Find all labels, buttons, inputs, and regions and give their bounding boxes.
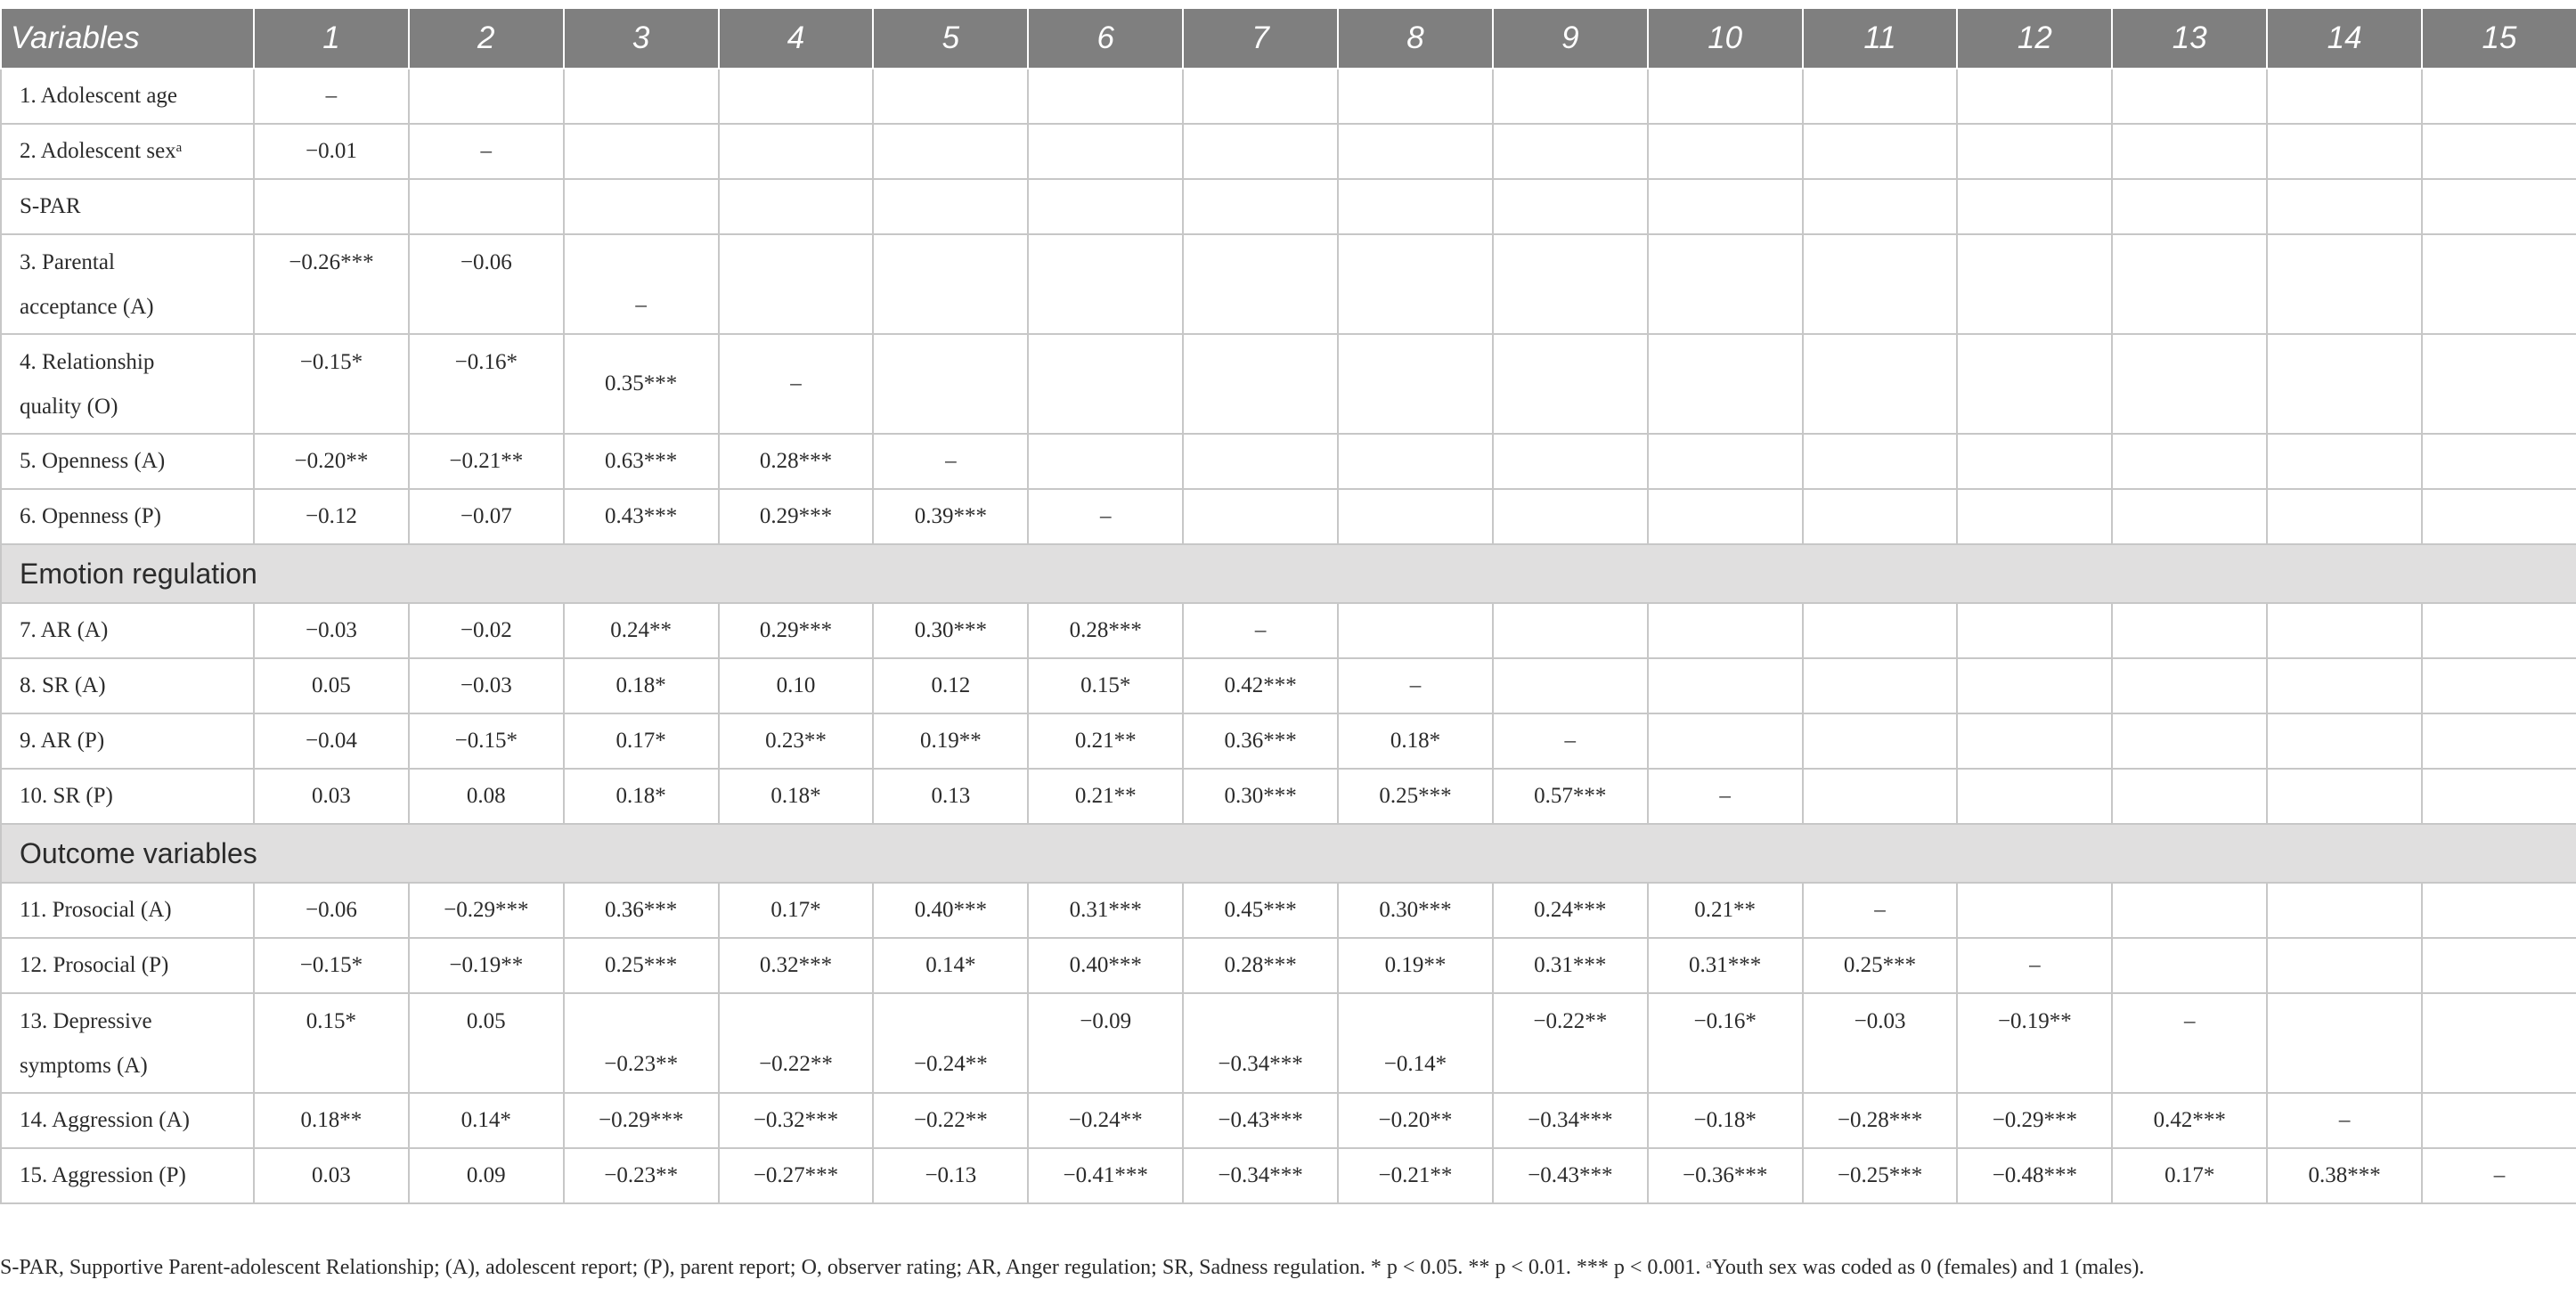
correlation-cell: −0.22**	[1493, 993, 1648, 1093]
correlation-cell	[1183, 69, 1338, 124]
correlation-cell: 0.18*	[719, 769, 874, 824]
correlation-cell: 0.31***	[1028, 883, 1183, 938]
correlation-cell	[2422, 334, 2576, 434]
correlation-cell	[564, 69, 719, 124]
correlation-cell: −0.04	[254, 713, 409, 769]
column-header-3: 3	[564, 8, 719, 69]
correlation-cell: −0.43***	[1493, 1148, 1648, 1203]
correlation-cell	[1493, 434, 1648, 489]
correlation-cell	[1183, 334, 1338, 434]
correlation-cell	[1803, 769, 1958, 824]
correlation-cell: 0.21**	[1028, 713, 1183, 769]
correlation-cell	[1803, 124, 1958, 179]
correlation-cell: 0.19**	[1338, 938, 1493, 993]
correlation-cell	[1648, 334, 1803, 434]
correlation-cell: −0.26***	[254, 234, 409, 334]
correlation-cell	[2112, 334, 2267, 434]
correlation-cell: 0.30***	[1338, 883, 1493, 938]
table-row	[1, 489, 2576, 544]
correlation-cell	[1338, 603, 1493, 658]
correlation-cell: –	[1957, 938, 2112, 993]
correlation-cell: 0.18*	[1338, 713, 1493, 769]
correlation-cell: −0.34***	[1493, 1093, 1648, 1148]
correlation-cell: −0.15*	[409, 713, 564, 769]
correlation-cell	[2267, 179, 2422, 234]
correlation-cell: −0.41***	[1028, 1148, 1183, 1203]
correlation-cell	[1957, 603, 2112, 658]
column-header-15: 15	[2422, 8, 2576, 69]
correlation-cell	[2267, 713, 2422, 769]
correlation-cell: 0.17*	[719, 883, 874, 938]
correlation-cell: −0.25***	[1803, 1148, 1958, 1203]
column-header-1: 1	[254, 8, 409, 69]
correlation-cell: –	[2422, 1148, 2576, 1203]
correlation-cell: −0.43***	[1183, 1093, 1338, 1148]
correlation-cell	[2267, 993, 2422, 1093]
correlation-cell	[2422, 658, 2576, 713]
correlation-cell: –	[1493, 713, 1648, 769]
correlation-cell	[1028, 179, 1183, 234]
correlation-cell	[1648, 179, 1803, 234]
correlation-cell: 0.25***	[1338, 769, 1493, 824]
correlation-cell: −0.09	[1028, 993, 1183, 1093]
correlation-cell	[1648, 434, 1803, 489]
column-header-7: 7	[1183, 8, 1338, 69]
section-label: Outcome variables	[1, 824, 2576, 883]
table-row	[1, 938, 2576, 993]
table-row	[1, 69, 2576, 124]
correlation-cell	[1957, 179, 2112, 234]
correlation-cell: −0.29***	[409, 883, 564, 938]
section-label: Emotion regulation	[1, 544, 2576, 603]
correlation-cell: 0.28***	[719, 434, 874, 489]
correlation-cell: −0.16*	[409, 334, 564, 434]
correlation-cell	[2267, 938, 2422, 993]
correlation-cell: −0.20**	[254, 434, 409, 489]
correlation-cell: 0.25***	[1803, 938, 1958, 993]
correlation-cell: 0.21**	[1028, 769, 1183, 824]
column-header-9: 9	[1493, 8, 1648, 69]
column-header-11: 11	[1803, 8, 1958, 69]
row-label: 9. AR (P)	[1, 713, 254, 769]
correlation-cell	[2422, 938, 2576, 993]
row-label: 1. Adolescent age	[1, 69, 254, 124]
correlation-cell	[1028, 434, 1183, 489]
correlation-cell: −0.15*	[254, 334, 409, 434]
correlation-cell	[1028, 124, 1183, 179]
correlation-cell: 0.21**	[1648, 883, 1803, 938]
correlation-cell: 0.38***	[2267, 1148, 2422, 1203]
correlation-cell: −0.32***	[719, 1093, 874, 1148]
correlation-cell	[2422, 124, 2576, 179]
correlation-cell	[1803, 234, 1958, 334]
table-header-row	[1, 8, 2576, 69]
correlation-cell: −0.16*	[1648, 993, 1803, 1093]
correlation-cell: −0.14*	[1338, 993, 1493, 1093]
correlation-cell	[873, 334, 1028, 434]
correlation-cell	[2422, 179, 2576, 234]
correlation-cell	[2422, 713, 2576, 769]
correlation-cell: 0.39***	[873, 489, 1028, 544]
correlation-cell	[2267, 769, 2422, 824]
correlation-cell: 0.36***	[564, 883, 719, 938]
correlation-cell	[719, 69, 874, 124]
correlation-cell: −0.34***	[1183, 1148, 1338, 1203]
correlation-cell: 0.43***	[564, 489, 719, 544]
row-label: 15. Aggression (P)	[1, 1148, 254, 1203]
correlation-cell: −0.28***	[1803, 1093, 1958, 1148]
correlation-cell	[1183, 179, 1338, 234]
correlation-cell	[1957, 883, 2112, 938]
correlation-cell	[1183, 124, 1338, 179]
correlation-cell: 0.30***	[873, 603, 1028, 658]
correlation-cell	[2422, 69, 2576, 124]
correlation-cell	[2267, 334, 2422, 434]
correlation-cell	[1803, 179, 1958, 234]
row-label: S-PAR	[1, 179, 254, 234]
correlation-cell	[1183, 434, 1338, 489]
correlation-cell	[1338, 124, 1493, 179]
correlation-cell	[873, 179, 1028, 234]
correlation-cell	[1338, 434, 1493, 489]
correlation-cell: −0.03	[409, 658, 564, 713]
correlation-cell: –	[409, 124, 564, 179]
correlation-cell	[873, 124, 1028, 179]
correlation-cell	[1338, 179, 1493, 234]
correlation-cell	[1183, 489, 1338, 544]
correlation-cell	[2112, 769, 2267, 824]
correlation-cell	[2422, 883, 2576, 938]
correlation-cell	[2422, 434, 2576, 489]
correlation-cell	[1493, 603, 1648, 658]
correlation-cell	[1028, 69, 1183, 124]
correlation-cell	[2112, 69, 2267, 124]
row-label: 12. Prosocial (P)	[1, 938, 254, 993]
correlation-cell	[1028, 234, 1183, 334]
column-header-12: 12	[1957, 8, 2112, 69]
column-header-14: 14	[2267, 8, 2422, 69]
correlation-cell	[2267, 234, 2422, 334]
correlation-cell	[1957, 713, 2112, 769]
correlation-cell: 0.14*	[873, 938, 1028, 993]
correlation-cell	[1957, 69, 2112, 124]
correlation-cell	[2267, 69, 2422, 124]
correlation-cell	[1803, 434, 1958, 489]
correlation-cell	[1803, 489, 1958, 544]
correlation-cell: –	[1183, 603, 1338, 658]
correlation-cell	[2112, 603, 2267, 658]
correlation-cell	[1648, 603, 1803, 658]
correlation-cell: 0.18*	[564, 658, 719, 713]
correlation-cell: 0.15*	[1028, 658, 1183, 713]
correlation-cell	[2112, 489, 2267, 544]
correlation-cell: –	[873, 434, 1028, 489]
column-header-variables: Variables	[1, 8, 254, 69]
column-header-6: 6	[1028, 8, 1183, 69]
correlation-cell: 0.09	[409, 1148, 564, 1203]
correlation-cell: −0.21**	[409, 434, 564, 489]
column-header-8: 8	[1338, 8, 1493, 69]
correlation-cell: −0.22**	[719, 993, 874, 1093]
correlation-cell: −0.02	[409, 603, 564, 658]
correlation-cell: −0.06	[254, 883, 409, 938]
correlation-cell: −0.21**	[1338, 1148, 1493, 1203]
correlation-cell: −0.23**	[564, 1148, 719, 1203]
correlation-cell: −0.07	[409, 489, 564, 544]
correlation-cell: 0.24***	[1493, 883, 1648, 938]
correlation-cell	[409, 69, 564, 124]
correlation-cell	[2112, 434, 2267, 489]
table-row	[1, 179, 2576, 234]
correlation-cell	[1493, 179, 1648, 234]
correlation-cell	[1028, 334, 1183, 434]
correlation-cell	[1648, 713, 1803, 769]
correlation-cell: 0.03	[254, 1148, 409, 1203]
correlation-cell: –	[254, 69, 409, 124]
correlation-cell: 0.19**	[873, 713, 1028, 769]
correlation-cell: −0.15*	[254, 938, 409, 993]
correlation-cell	[1493, 658, 1648, 713]
correlation-cell: 0.28***	[1028, 603, 1183, 658]
correlation-cell: 0.45***	[1183, 883, 1338, 938]
correlation-cell: 0.30***	[1183, 769, 1338, 824]
correlation-cell: 0.18**	[254, 1093, 409, 1148]
correlation-cell: −0.36***	[1648, 1148, 1803, 1203]
correlation-cell	[1648, 489, 1803, 544]
correlation-cell: 0.40***	[1028, 938, 1183, 993]
row-label: 2. Adolescent sexᵃ	[1, 124, 254, 179]
row-label: 3. Parental acceptance (A)	[1, 234, 254, 334]
table-row	[1, 124, 2576, 179]
correlation-cell: −0.24**	[1028, 1093, 1183, 1148]
correlation-cell: 0.31***	[1493, 938, 1648, 993]
correlation-cell: 0.57***	[1493, 769, 1648, 824]
row-label: 7. AR (A)	[1, 603, 254, 658]
correlation-cell: 0.25***	[564, 938, 719, 993]
correlation-cell: −0.03	[1803, 993, 1958, 1093]
correlation-cell: 0.36***	[1183, 713, 1338, 769]
correlation-cell	[1493, 124, 1648, 179]
correlation-cell: −0.29***	[564, 1093, 719, 1148]
correlation-cell	[1803, 603, 1958, 658]
correlation-cell	[2267, 883, 2422, 938]
correlation-cell	[1957, 489, 2112, 544]
correlation-cell: 0.28***	[1183, 938, 1338, 993]
correlation-cell: −0.19**	[409, 938, 564, 993]
table-row	[1, 993, 2576, 1093]
correlation-cell	[564, 124, 719, 179]
correlation-cell	[2112, 179, 2267, 234]
correlation-cell	[2267, 658, 2422, 713]
correlation-cell: −0.34***	[1183, 993, 1338, 1093]
section-header-row	[1, 544, 2576, 603]
row-label: 4. Relationship quality (O)	[1, 334, 254, 434]
correlation-cell	[2112, 938, 2267, 993]
correlation-cell	[1183, 234, 1338, 334]
correlation-cell	[1648, 234, 1803, 334]
column-header-2: 2	[409, 8, 564, 69]
correlation-cell	[1648, 658, 1803, 713]
correlation-cell	[1957, 124, 2112, 179]
correlation-cell: 0.14*	[409, 1093, 564, 1148]
correlation-cell	[1957, 769, 2112, 824]
correlation-cell: –	[1338, 658, 1493, 713]
correlation-cell	[564, 179, 719, 234]
row-label: 13. Depressive symptoms (A)	[1, 993, 254, 1093]
correlation-cell	[254, 179, 409, 234]
correlation-cell	[1957, 434, 2112, 489]
correlation-cell	[2422, 603, 2576, 658]
correlation-cell: 0.42***	[2112, 1093, 2267, 1148]
table-row	[1, 713, 2576, 769]
correlation-cell: 0.10	[719, 658, 874, 713]
correlation-cell	[873, 69, 1028, 124]
correlation-cell	[2112, 124, 2267, 179]
correlation-cell: −0.06	[409, 234, 564, 334]
row-label: 8. SR (A)	[1, 658, 254, 713]
correlation-cell	[2422, 1093, 2576, 1148]
correlation-cell: –	[719, 334, 874, 434]
correlation-cell: −0.22**	[873, 1093, 1028, 1148]
table-row	[1, 1148, 2576, 1203]
correlation-cell	[2422, 234, 2576, 334]
correlation-cell: −0.03	[254, 603, 409, 658]
correlation-cell	[2112, 883, 2267, 938]
column-header-10: 10	[1648, 8, 1803, 69]
correlation-cell: −0.12	[254, 489, 409, 544]
correlation-cell	[2267, 603, 2422, 658]
row-label: 14. Aggression (A)	[1, 1093, 254, 1148]
correlation-cell	[719, 234, 874, 334]
correlation-cell: –	[2112, 993, 2267, 1093]
correlation-cell	[2267, 434, 2422, 489]
correlation-cell	[1803, 713, 1958, 769]
correlation-cell	[1648, 124, 1803, 179]
correlation-cell: 0.29***	[719, 603, 874, 658]
correlation-cell	[1493, 234, 1648, 334]
correlation-cell: 0.35***	[564, 334, 719, 434]
correlation-cell: −0.01	[254, 124, 409, 179]
correlation-cell	[1957, 334, 2112, 434]
correlation-cell: 0.18*	[564, 769, 719, 824]
correlation-cell: 0.24**	[564, 603, 719, 658]
table-row	[1, 334, 2576, 434]
correlation-cell	[1338, 489, 1493, 544]
correlation-cell: −0.27***	[719, 1148, 874, 1203]
correlation-cell: −0.13	[873, 1148, 1028, 1203]
correlation-cell	[1493, 334, 1648, 434]
table-row	[1, 883, 2576, 938]
column-header-4: 4	[719, 8, 874, 69]
table-row	[1, 658, 2576, 713]
correlation-cell	[2112, 658, 2267, 713]
section-header-row	[1, 824, 2576, 883]
row-label: 11. Prosocial (A)	[1, 883, 254, 938]
correlation-cell: 0.42***	[1183, 658, 1338, 713]
table-row	[1, 769, 2576, 824]
correlation-cell	[1803, 658, 1958, 713]
correlation-cell: –	[1803, 883, 1958, 938]
correlation-cell	[2267, 489, 2422, 544]
correlation-cell: –	[564, 234, 719, 334]
correlation-cell	[1957, 234, 2112, 334]
row-label: 6. Openness (P)	[1, 489, 254, 544]
correlation-cell: −0.24**	[873, 993, 1028, 1093]
correlation-cell	[2422, 489, 2576, 544]
correlation-cell	[1338, 234, 1493, 334]
correlation-cell: 0.40***	[873, 883, 1028, 938]
correlation-cell: 0.12	[873, 658, 1028, 713]
correlation-cell: 0.15*	[254, 993, 409, 1093]
correlation-cell: −0.20**	[1338, 1093, 1493, 1148]
correlation-cell: 0.08	[409, 769, 564, 824]
correlation-cell	[2422, 769, 2576, 824]
correlation-cell	[1338, 334, 1493, 434]
correlation-cell	[2112, 713, 2267, 769]
correlation-cell: 0.29***	[719, 489, 874, 544]
correlation-cell: −0.19**	[1957, 993, 2112, 1093]
correlation-cell: –	[2267, 1093, 2422, 1148]
table-body	[1, 69, 2576, 1203]
table-footnote: S-PAR, Supportive Parent-adolescent Relationship; (A), adolescent report; (P), parent report; O, observer rating; AR, Anger regulation; SR, Sadness regulation. * p < 0.05. ** p < 0.01. *** p < 0.001. ᵃYouth sex was coded as 0 (females) and 1 (males).	[0, 1256, 2145, 1279]
correlation-cell: 0.31***	[1648, 938, 1803, 993]
correlation-cell: –	[1648, 769, 1803, 824]
row-label: 10. SR (P)	[1, 769, 254, 824]
correlation-cell	[2112, 234, 2267, 334]
correlation-cell	[1493, 489, 1648, 544]
correlation-cell	[1803, 69, 1958, 124]
correlation-cell: 0.32***	[719, 938, 874, 993]
correlation-cell: 0.17*	[2112, 1148, 2267, 1203]
correlation-cell: −0.29***	[1957, 1093, 2112, 1148]
correlation-cell: –	[1028, 489, 1183, 544]
correlation-cell: −0.23**	[564, 993, 719, 1093]
table-row	[1, 603, 2576, 658]
correlation-cell	[719, 124, 874, 179]
correlation-cell	[409, 179, 564, 234]
correlation-cell	[1803, 334, 1958, 434]
correlation-cell: 0.63***	[564, 434, 719, 489]
table-row	[1, 234, 2576, 334]
correlation-cell	[1648, 69, 1803, 124]
correlation-cell: 0.13	[873, 769, 1028, 824]
correlation-cell	[1338, 69, 1493, 124]
column-header-13: 13	[2112, 8, 2267, 69]
table-row	[1, 1093, 2576, 1148]
table-row	[1, 434, 2576, 489]
correlation-cell	[873, 234, 1028, 334]
correlation-cell	[2267, 124, 2422, 179]
correlation-cell: 0.05	[409, 993, 564, 1093]
correlation-cell: −0.48***	[1957, 1148, 2112, 1203]
correlation-table	[0, 7, 2576, 1204]
correlation-cell	[1957, 658, 2112, 713]
row-label: 5. Openness (A)	[1, 434, 254, 489]
column-header-5: 5	[873, 8, 1028, 69]
correlation-cell	[1493, 69, 1648, 124]
correlation-cell	[2422, 993, 2576, 1093]
correlation-cell: 0.05	[254, 658, 409, 713]
correlation-cell: −0.18*	[1648, 1093, 1803, 1148]
correlation-cell: 0.17*	[564, 713, 719, 769]
correlation-cell: 0.23**	[719, 713, 874, 769]
correlation-cell	[719, 179, 874, 234]
correlation-cell: 0.03	[254, 769, 409, 824]
